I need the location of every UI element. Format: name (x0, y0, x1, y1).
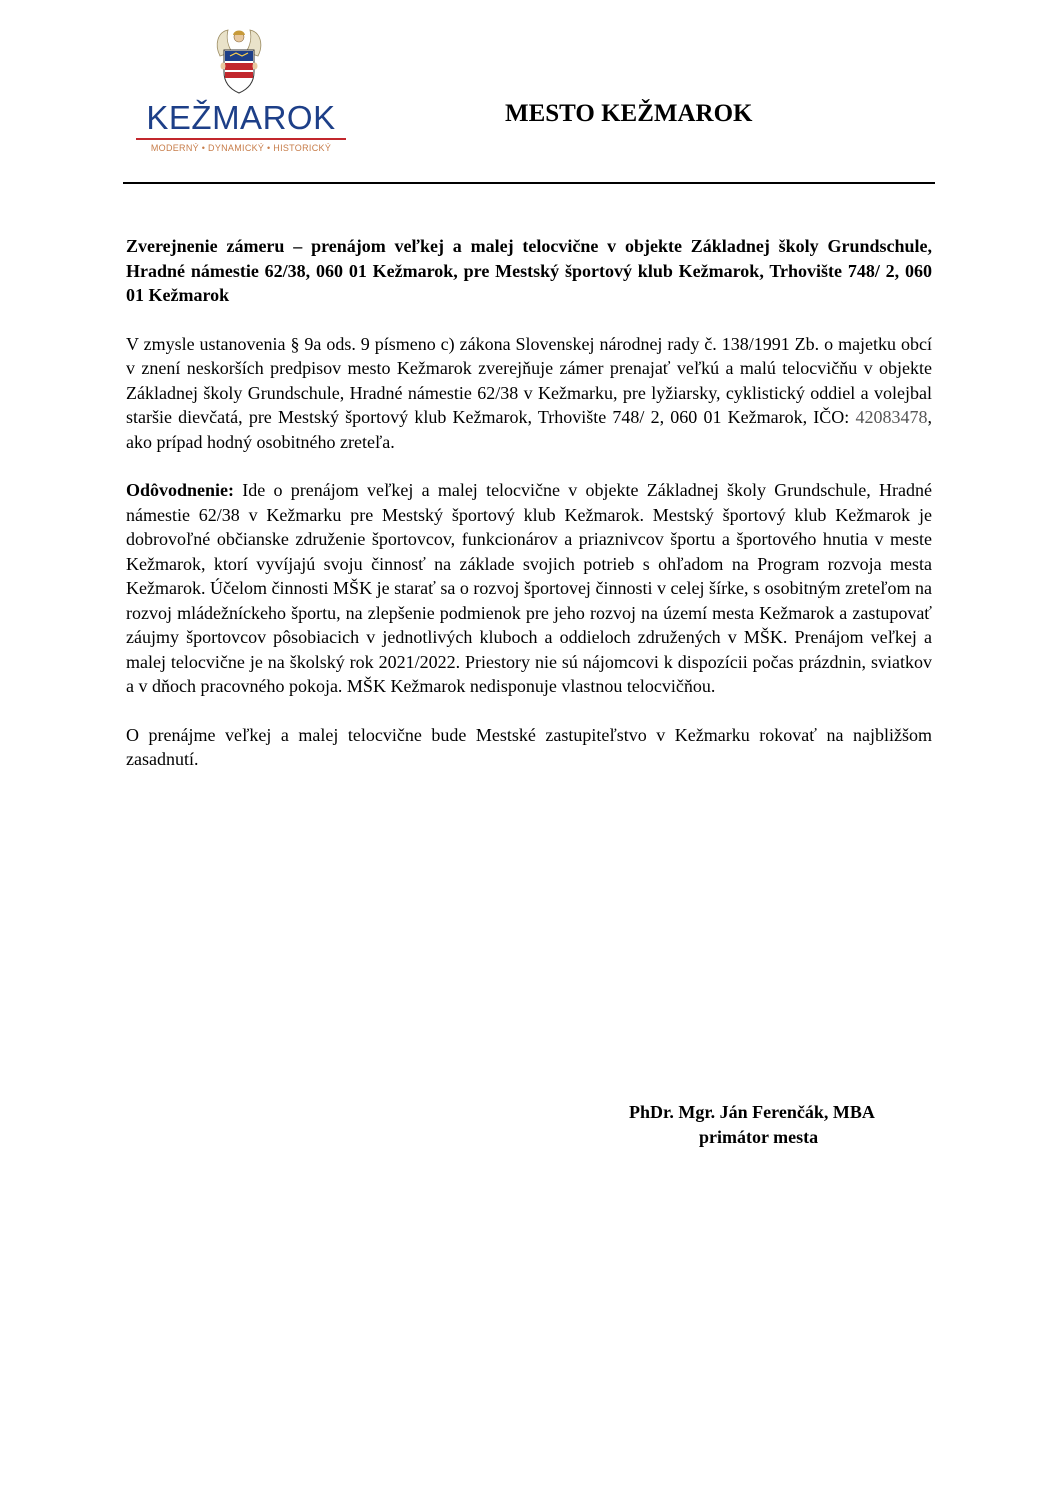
paragraph-closing: O prenájme veľkej a malej telocvične bude Mestské zastupiteľstvo v Kežmarku rokovať na najbližšom zasadnutí. (126, 724, 932, 769)
document-body (126, 234, 932, 796)
justification-text: Ide o prenájom veľkej a malej telocvične v objekte Základnej školy Grundschule, Hradné námestie 62/38 v Kežmarku pre Mestský športový klub Kežmarok. Mestský športový klub Kežmarok je dobrovoľné občianske združenie športovcov, funkcionárov a priaznivcov športu a športového hnutia v meste Kežmarok, ktorí vyvíjajú svoju činnosť na základe svojich potrieb s ohľadom na Program rozvoja mesta Kežmarok. Účelom činnosti MŠK je starať sa o rozvoj športovej činnosti v celej šírke, s osobitným zreteľom na rozvoj mládežníckeho športu, na zlepšenie podmienok pre jeho rozvoj na území mesta Kežmarok a zastupovať záujmy športovcov pôsobiacich v jednotlivých kluboch a oddieloch združených v MŠK. Prenájom veľkej a malej telocvične je na školský rok 2021/2022. Priestory nie sú nájomcovi k dispozícii počas prázdnin, sviatkov a v dňoch pracovného pokoja. MŠK Kežmarok nedisponuje vlastnou telocvičňou. (126, 480, 932, 696)
paragraph-justification (126, 478, 932, 699)
notice-title: Zverejnenie zámeru – prenájom veľkej a malej telocvične v objekte Základnej školy Grundschule, Hradné námestie 62/38, 060 01 Kežmarok, pre Mestský športový klub Kežmarok, Trhovište 748/ 2, 060 01 Kežmarok (126, 236, 932, 305)
signatory-name: PhDr. Mgr. Ján Ferenčák, MBA (629, 1102, 875, 1122)
signatory-role: primátor mesta (699, 1127, 819, 1147)
header-divider (123, 182, 935, 184)
logo-divider (136, 138, 346, 140)
paragraph-intro (126, 332, 932, 455)
intro-text: V zmysle ustanovenia § 9a ods. 9 písmeno c) zákona Slovenskej národnej rady č. 138/1991 Zb. o majetku obcí v znení neskorších predpisov mesto Kežmarok zverejňuje zámer prenajať veľkú a malú telocvičňu v objekte Základnej školy Grundschule, Hradné námestie 62/38 v Kežmarku, pre lyžiarsky, cyklistický oddiel a volejbal staršie dievčatá, pre Mestský športový klub Kežmarok, Trhovište 748/ 2, 060 01 Kežmarok, IČO: (126, 333, 932, 427)
city-crest-icon (212, 26, 266, 96)
document-heading: MESTO KEŽMAROK (505, 100, 753, 127)
intro-text-end: , ako prípad hodný osobitného zreteľa. (126, 407, 932, 452)
logo-tagline: MODERNÝ • DYNAMICKÝ • HISTORICKÝ (150, 143, 332, 153)
logo-wordmark: KEŽMAROK (146, 99, 336, 136)
ico-number: 42083478 (855, 407, 928, 427)
city-logo (134, 26, 348, 158)
justification-label: Odôvodnenie: (126, 480, 235, 500)
